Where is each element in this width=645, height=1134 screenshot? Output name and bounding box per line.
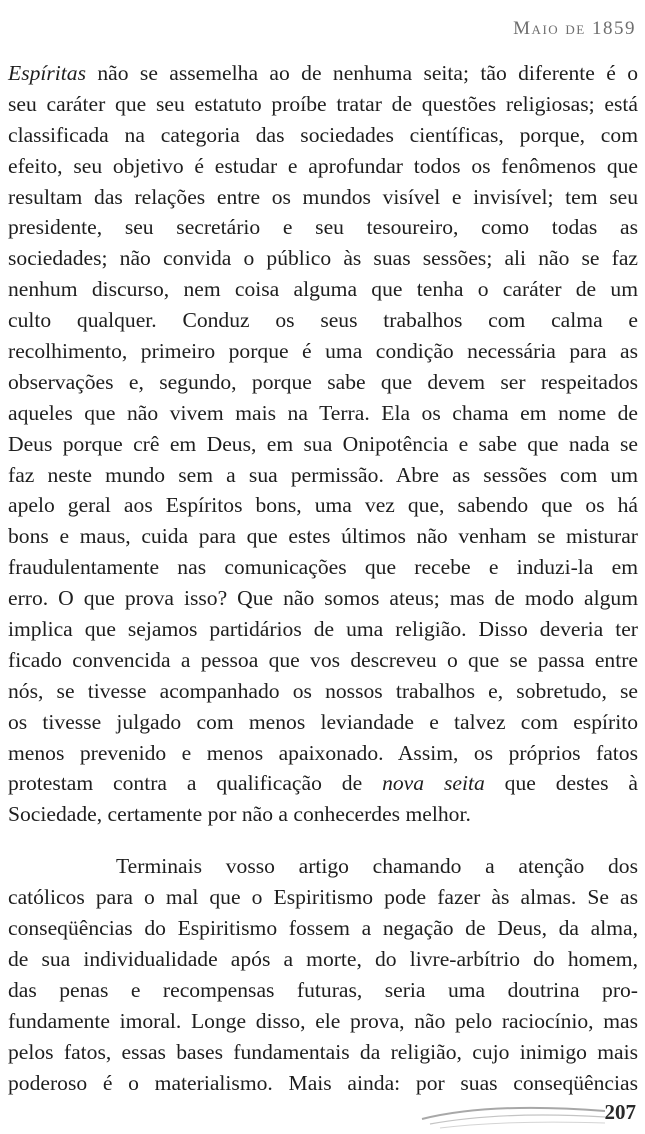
text-line: fraudulentamente nas comunicações que recebe e induzi-la em: [8, 555, 638, 580]
text-line: erro. O que prova isso? Que não somos ateus; mas de modo algum: [8, 586, 638, 611]
text-line: faz neste mundo sem a sua permissão. Abre as sessões com um: [8, 462, 638, 487]
text-line: nós, se tivesse acompanhado os nossos trabalhos e, sobretudo, se: [8, 678, 638, 703]
text-line: pelos fatos, essas bases fundamentais da religião, cujo inimigo mais: [8, 1039, 638, 1064]
text-line: Deus porque crê em Deus, em sua Onipotência e sabe que nada se: [8, 431, 638, 456]
body-text: [8, 58, 638, 1098]
text-line: presidente, seu secretário e seu tesoureiro, como todas as: [8, 215, 638, 240]
text-line: sociedades; não convida o público às suas sessões; ali não se faz: [8, 246, 638, 271]
text-line: poderoso é o materialismo. Mais ainda: por suas conseqüências: [8, 1070, 638, 1095]
text-line: conseqüências do Espiritismo fossem a negação de Deus, da alma,: [8, 916, 638, 941]
paragraph-gap: [8, 830, 638, 851]
text-line: aqueles que não vivem mais na Terra. Ela os chama em nome de: [8, 400, 638, 425]
italic-term: nova seita: [382, 771, 485, 796]
text-line: resultam das relações entre os mundos visível e invisível; tem seu: [8, 184, 638, 209]
text-line: seu caráter que seu estatuto proíbe tratar de questões religiosas; está: [8, 91, 638, 116]
page-number: 207: [604, 1100, 636, 1124]
text-line: Terminais vosso artigo chamando a atenção dos: [116, 854, 638, 879]
text-line: nenhum discurso, nem coisa alguma que tenha o caráter de um: [8, 277, 638, 302]
text-line: católicos para o mal que o Espiritismo pode fazer às almas. Se as: [8, 885, 638, 910]
text-line: Sociedade, certamente por não a conhecerdes melhor.: [8, 802, 471, 827]
running-header: Maio de 1859: [513, 18, 636, 39]
text-line: efeito, seu objetivo é estudar e aprofundar todos os fenômenos que: [8, 153, 638, 178]
text-line: implica que sejamos partidários de uma religião. Disso deveria ter: [8, 617, 638, 642]
text-line: apelo geral aos Espíritos bons, uma vez que, sabendo que os há: [8, 493, 638, 518]
text-line: classificada na categoria das sociedades científicas, porque, com: [8, 122, 638, 147]
text-line: menos prevenido e menos apaixonado. Assim, os próprios fatos: [8, 740, 638, 765]
italic-term: Espíritas: [8, 61, 86, 85]
text-line: de sua individualidade após a morte, do livre-arbítrio do homem,: [8, 946, 638, 971]
text-line: observações e, segundo, porque sabe que devem ser respeitados: [8, 369, 638, 394]
text-line: fundamente imoral. Longe disso, ele prova, não pelo raciocínio, mas: [8, 1008, 638, 1033]
text-line: bons e maus, cuida para que estes últimos não venham se misturar: [8, 524, 638, 549]
text-line: culto qualquer. Conduz os seus trabalhos com calma e: [8, 308, 638, 333]
text-line: recolhimento, primeiro porque é uma condição necessária para as: [8, 339, 638, 364]
text-line: ficado convencida a pessoa que vos descreveu o que se passa entre: [8, 647, 638, 672]
text-line: das penas e recompensas futuras, seria uma doutrina pro-: [8, 977, 638, 1002]
text-line: Espíritas não se assemelha ao de nenhuma seita; tão diferente é o: [8, 61, 638, 85]
decorative-swash: [420, 1097, 610, 1131]
text-line: protestam contra a qualificação de nova seita que destes à: [8, 771, 638, 796]
text-line: os tivesse julgado com menos leviandade e talvez com espírito: [8, 709, 638, 734]
